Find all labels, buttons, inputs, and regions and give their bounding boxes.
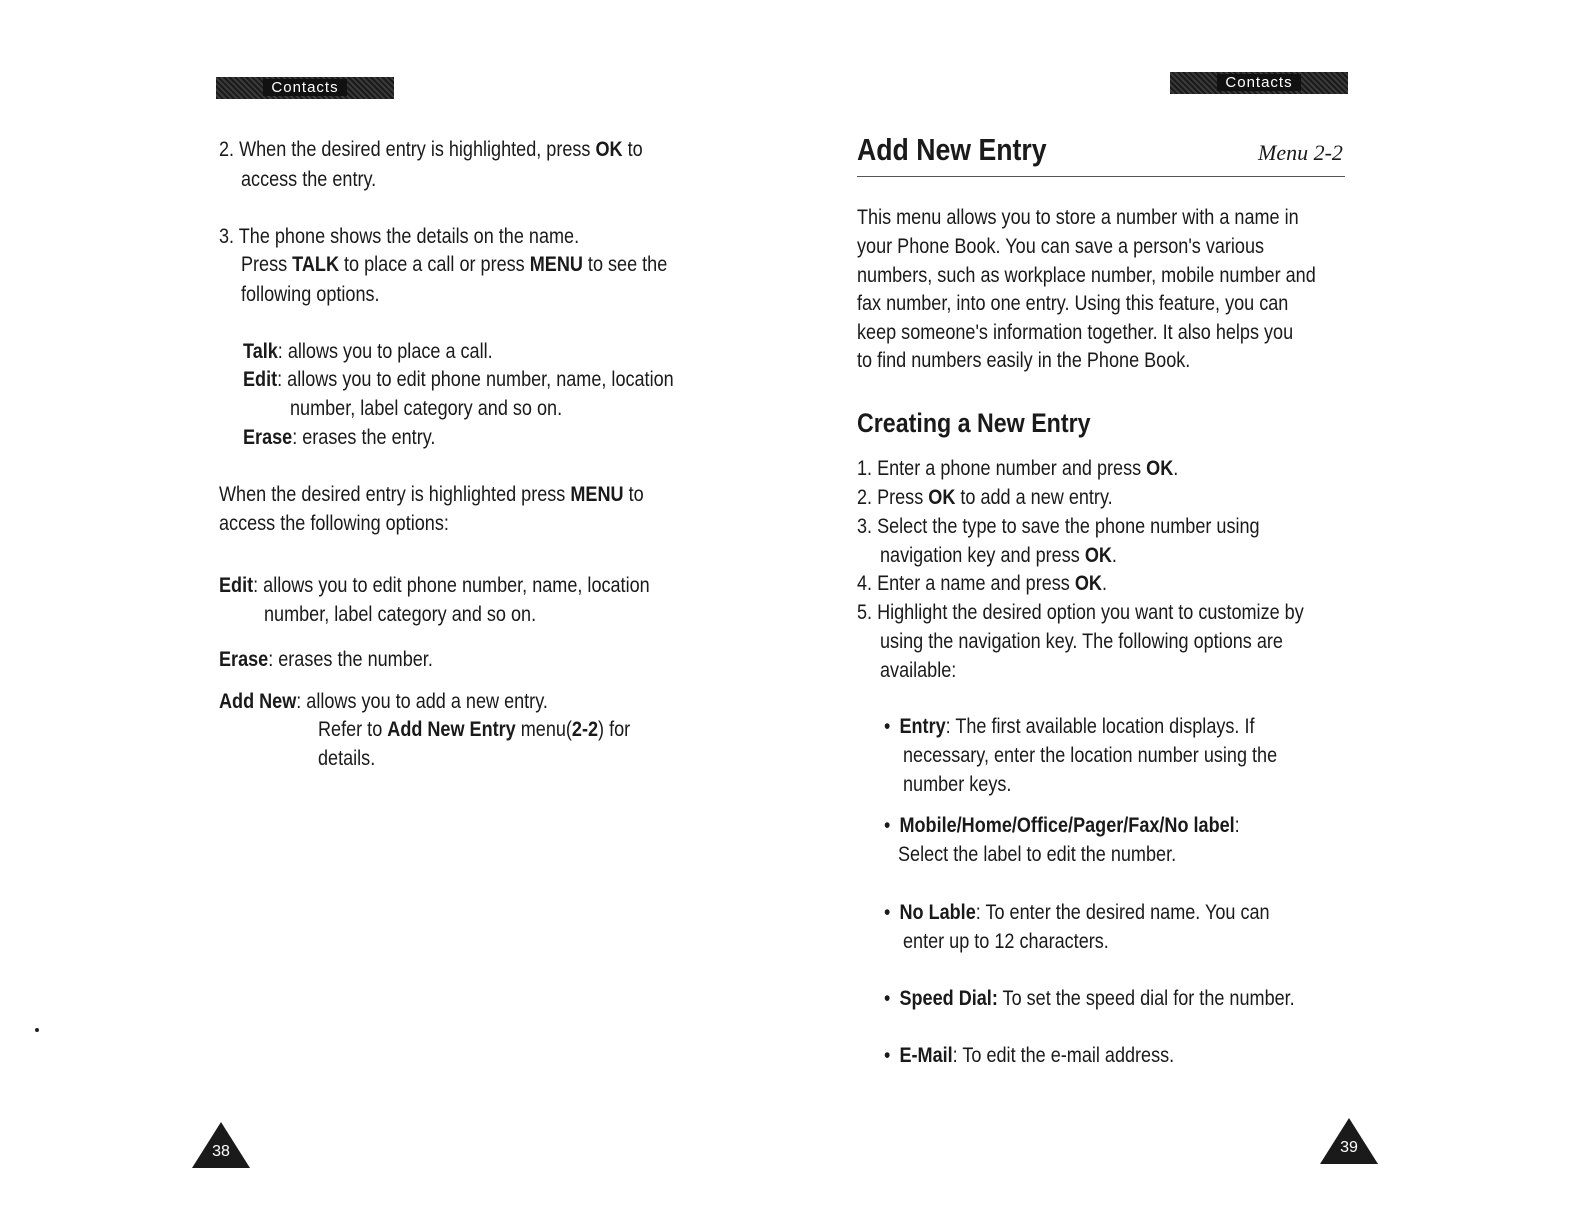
option-entry-line3: number keys. (903, 773, 1012, 796)
intro-line-1: This menu allows you to store a number with a name in (857, 206, 1299, 229)
left-page-number: 38 (212, 1143, 230, 1160)
create-step-2: 2. Press OK to add a new entry. (857, 486, 1113, 509)
left-option2-addnew: Add New: allows you to add a new entry. (219, 690, 548, 713)
stray-dot (35, 1028, 39, 1032)
left-option-talk: Talk: allows you to place a call. (243, 340, 493, 363)
left-option2-edit-cont: number, label category and so on. (264, 603, 537, 626)
option-speed-dial: • Speed Dial: To set the speed dial for the number. (884, 987, 1295, 1010)
left-step-2: 2. When the desired entry is highlighted, press OK to (219, 138, 643, 161)
intro-line-2: your Phone Book. You can save a person's various (857, 235, 1265, 258)
left-refer-cont: details. (318, 747, 376, 770)
option-label: • Mobile/Home/Office/Pager/Fax/No label: (884, 814, 1240, 837)
option-email: • E-Mail: To edit the e-mail address. (884, 1044, 1175, 1067)
intro-line-5: keep someone's information together. It also helps you (857, 321, 1294, 344)
create-step-1: 1. Enter a phone number and press OK. (857, 457, 1179, 480)
left-step-3-line3: following options. (241, 283, 380, 306)
left-option2-erase: Erase: erases the number. (219, 648, 433, 671)
left-option-edit-cont: number, label category and so on. (290, 397, 563, 420)
option-no-lable: • No Lable: To enter the desired name. You can (884, 901, 1270, 924)
left-option-edit: Edit: allows you to edit phone number, name, location (243, 368, 674, 391)
left-option-erase: Erase: erases the entry. (243, 426, 436, 449)
left-option2-edit: Edit: allows you to edit phone number, name, location (219, 574, 650, 597)
title-rule (857, 176, 1345, 177)
intro-line-3: numbers, such as workplace number, mobile number and (857, 264, 1316, 287)
option-entry: • Entry: The first available location displays. If (884, 715, 1255, 738)
menu-reference: Menu 2-2 (1258, 140, 1343, 165)
intro-line-4: fax number, into one entry. Using this feature, you can (857, 292, 1289, 315)
create-step-3-cont: navigation key and press OK. (880, 544, 1117, 567)
left-para-line2: access the following options: (219, 512, 449, 535)
create-step-3: 3. Select the type to save the phone number using (857, 515, 1260, 538)
left-step-3: 3. The phone shows the details on the name. (219, 225, 580, 248)
left-step-2-cont: access the entry. (241, 168, 377, 191)
create-step-5: 5. Highlight the desired option you want to customize by (857, 601, 1304, 624)
left-refer: Refer to Add New Entry menu(2-2) for (318, 718, 631, 741)
create-step-4: 4. Enter a name and press OK. (857, 572, 1107, 595)
create-step-5-line3: available: (880, 659, 957, 682)
create-step-5-line2: using the navigation key. The following options are (880, 630, 1283, 653)
right-page-number: 39 (1340, 1139, 1358, 1156)
section-subtitle: Creating a New Entry (857, 408, 1091, 438)
left-step-3-line2: Press TALK to place a call or press MENU to see the (241, 253, 668, 276)
option-entry-line2: necessary, enter the location number using the (903, 744, 1278, 767)
left-header-tag: Contacts (216, 77, 394, 99)
intro-line-6: to find numbers easily in the Phone Book. (857, 349, 1191, 372)
right-header-tag: Contacts (1170, 72, 1348, 94)
option-no-lable-line2: enter up to 12 characters. (903, 930, 1109, 953)
left-para-line1: When the desired entry is highlighted press MENU to (219, 483, 644, 506)
option-label-line2: Select the label to edit the number. (898, 843, 1177, 866)
page-title: Add New Entry (857, 132, 1047, 167)
